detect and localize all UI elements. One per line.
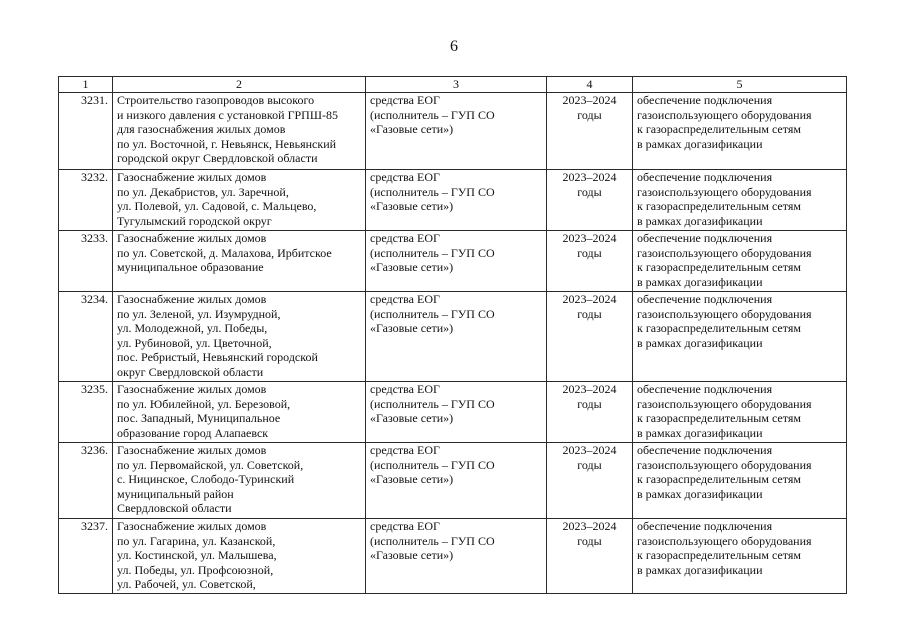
text-line: 2023–2024: [562, 292, 617, 306]
text-line: газоиспользующего оборудования: [637, 184, 812, 199]
header-col-3: 3: [366, 77, 547, 93]
table-row: [59, 93, 847, 170]
text-line: обеспечение подключения: [637, 443, 773, 457]
text-line: образование город Алапаевск: [117, 425, 269, 440]
object-name: [113, 519, 366, 594]
text-line: ул. Рубиновой, ул. Цветочной,: [117, 335, 272, 350]
text-line: обеспечение подключения: [637, 292, 773, 306]
text-line: пос. Западный, Муниципальное: [117, 411, 281, 426]
funding-source: [366, 382, 547, 443]
period: [547, 93, 633, 170]
text-line: к газораспределительным сетям: [637, 260, 801, 275]
text-line: и низкого давления с установкой ГРПШ-85: [117, 107, 338, 122]
text-line: по ул. Восточной, г. Невьянск, Невьянский: [117, 136, 337, 151]
text-line: ул. Молодежной, ул. Победы,: [117, 321, 268, 336]
text-line: муниципальный район: [117, 486, 234, 501]
table-row: [59, 170, 847, 231]
text-line: (исполнитель – ГУП СО: [370, 245, 495, 260]
text-line: Газоснабжение жилых домов: [117, 231, 267, 245]
text-line: годы: [577, 457, 602, 472]
text-line: по ул. Юбилейной, ул. Березовой,: [117, 396, 291, 411]
text-line: «Газовые сети»): [370, 411, 454, 426]
text-line: по ул. Советской, д. Малахова, Ирбитское: [117, 245, 332, 260]
text-line: 2023–2024: [562, 382, 617, 396]
text-line: ул. Полевой, ул. Садовой, с. Мальцево,: [117, 199, 317, 214]
funding-source: [366, 231, 547, 292]
table-row: [59, 292, 847, 382]
text-line: Газоснабжение жилых домов: [117, 443, 267, 457]
text-line: годы: [577, 533, 602, 548]
text-line: по ул. Зеленой, ул. Изумрудной,: [117, 306, 281, 321]
text-line: Строительство газопроводов высокого: [117, 93, 315, 107]
header-row: [59, 77, 847, 93]
text-line: в рамках догазификации: [637, 136, 763, 151]
text-line: средства ЕОГ: [370, 231, 440, 245]
text-line: «Газовые сети»): [370, 321, 454, 336]
text-line: 2023–2024: [562, 93, 617, 107]
text-line: средства ЕОГ: [370, 93, 440, 107]
text-line: к газораспределительным сетям: [637, 122, 801, 137]
text-line: газоиспользующего оборудования: [637, 306, 812, 321]
text-line: средства ЕОГ: [370, 170, 440, 184]
text-line: к газораспределительным сетям: [637, 411, 801, 426]
text-line: обеспечение подключения: [637, 93, 773, 107]
table-row: [59, 231, 847, 292]
text-line: газоиспользующего оборудования: [637, 245, 812, 260]
text-line: к газораспределительным сетям: [637, 321, 801, 336]
object-name: [113, 170, 366, 231]
funding-source: [366, 292, 547, 382]
table-row: [59, 382, 847, 443]
text-line: средства ЕОГ: [370, 443, 440, 457]
text-line: газоиспользующего оборудования: [637, 396, 812, 411]
text-line: в рамках догазификации: [637, 425, 763, 440]
period: [547, 443, 633, 519]
text-line: (исполнитель – ГУП СО: [370, 107, 495, 122]
text-line: «Газовые сети»): [370, 548, 454, 563]
row-number: 3233.: [59, 231, 113, 292]
expected-result: [633, 519, 847, 594]
measures-table: [58, 76, 847, 594]
row-number: 3232.: [59, 170, 113, 231]
text-line: городской округ Свердловской области: [117, 151, 318, 166]
expected-result: [633, 231, 847, 292]
expected-result: [633, 93, 847, 170]
period: [547, 292, 633, 382]
text-line: «Газовые сети»): [370, 199, 454, 214]
text-line: в рамках догазификации: [637, 213, 763, 228]
text-line: в рамках догазификации: [637, 486, 763, 501]
object-name: [113, 382, 366, 443]
text-line: годы: [577, 245, 602, 260]
period: [547, 170, 633, 231]
text-line: обеспечение подключения: [637, 519, 773, 533]
text-line: (исполнитель – ГУП СО: [370, 184, 495, 199]
text-line: «Газовые сети»): [370, 260, 454, 275]
text-line: (исполнитель – ГУП СО: [370, 306, 495, 321]
text-line: годы: [577, 107, 602, 122]
text-line: ул. Рабочей, ул. Советской,: [117, 577, 256, 592]
period: [547, 382, 633, 443]
text-line: пос. Ребристый, Невьянский городской: [117, 350, 318, 365]
text-line: средства ЕОГ: [370, 292, 440, 306]
header-col-5: 5: [633, 77, 847, 93]
text-line: средства ЕОГ: [370, 519, 440, 533]
table-row: [59, 443, 847, 519]
text-line: обеспечение подключения: [637, 231, 773, 245]
object-name: [113, 443, 366, 519]
text-line: округ Свердловской области: [117, 364, 264, 379]
header-col-2: 2: [113, 77, 366, 93]
text-line: «Газовые сети»): [370, 122, 454, 137]
text-line: с. Ницинское, Слободо-Туринский: [117, 472, 295, 487]
text-line: 2023–2024: [562, 443, 617, 457]
text-line: к газораспределительным сетям: [637, 472, 801, 487]
text-line: (исполнитель – ГУП СО: [370, 457, 495, 472]
text-line: годы: [577, 184, 602, 199]
text-line: газоиспользующего оборудования: [637, 457, 812, 472]
row-number: 3235.: [59, 382, 113, 443]
header-col-4: 4: [547, 77, 633, 93]
text-line: по ул. Гагарина, ул. Казанской,: [117, 533, 276, 548]
text-line: ул. Костинской, ул. Малышева,: [117, 548, 277, 563]
text-line: Свердловской области: [117, 501, 232, 516]
text-line: (исполнитель – ГУП СО: [370, 396, 495, 411]
text-line: годы: [577, 306, 602, 321]
row-number: 3231.: [59, 93, 113, 170]
text-line: средства ЕОГ: [370, 382, 440, 396]
text-line: (исполнитель – ГУП СО: [370, 533, 495, 548]
text-line: ул. Победы, ул. Профсоюзной,: [117, 562, 274, 577]
text-line: обеспечение подключения: [637, 170, 773, 184]
expected-result: [633, 443, 847, 519]
text-line: газоиспользующего оборудования: [637, 107, 812, 122]
funding-source: [366, 519, 547, 594]
object-name: [113, 292, 366, 382]
text-line: «Газовые сети»): [370, 472, 454, 487]
expected-result: [633, 292, 847, 382]
header-col-1: 1: [59, 77, 113, 93]
text-line: годы: [577, 396, 602, 411]
text-line: по ул. Первомайской, ул. Советской,: [117, 457, 304, 472]
text-line: Газоснабжение жилых домов: [117, 170, 267, 184]
funding-source: [366, 170, 547, 231]
text-line: 2023–2024: [562, 170, 617, 184]
text-line: газоиспользующего оборудования: [637, 533, 812, 548]
row-number: 3236.: [59, 443, 113, 519]
text-line: Газоснабжение жилых домов: [117, 292, 267, 306]
expected-result: [633, 170, 847, 231]
text-line: обеспечение подключения: [637, 382, 773, 396]
text-line: 2023–2024: [562, 231, 617, 245]
object-name: [113, 93, 366, 170]
text-line: для газоснабжения жилых домов: [117, 122, 286, 137]
text-line: к газораспределительным сетям: [637, 548, 801, 563]
text-line: в рамках догазификации: [637, 562, 763, 577]
text-line: Газоснабжение жилых домов: [117, 382, 267, 396]
table-row: [59, 519, 847, 594]
funding-source: [366, 443, 547, 519]
text-line: Тугулымский городской округ: [117, 213, 272, 228]
object-name: [113, 231, 366, 292]
period: [547, 231, 633, 292]
expected-result: [633, 382, 847, 443]
text-line: по ул. Декабристов, ул. Заречной,: [117, 184, 289, 199]
text-line: Газоснабжение жилых домов: [117, 519, 267, 533]
text-line: в рамках догазификации: [637, 335, 763, 350]
text-line: к газораспределительным сетям: [637, 199, 801, 214]
text-line: в рамках догазификации: [637, 274, 763, 289]
row-number: 3234.: [59, 292, 113, 382]
funding-source: [366, 93, 547, 170]
page-number: 6: [450, 38, 458, 55]
row-number: 3237.: [59, 519, 113, 594]
period: [547, 519, 633, 594]
text-line: 2023–2024: [562, 519, 617, 533]
text-line: муниципальное образование: [117, 260, 264, 275]
